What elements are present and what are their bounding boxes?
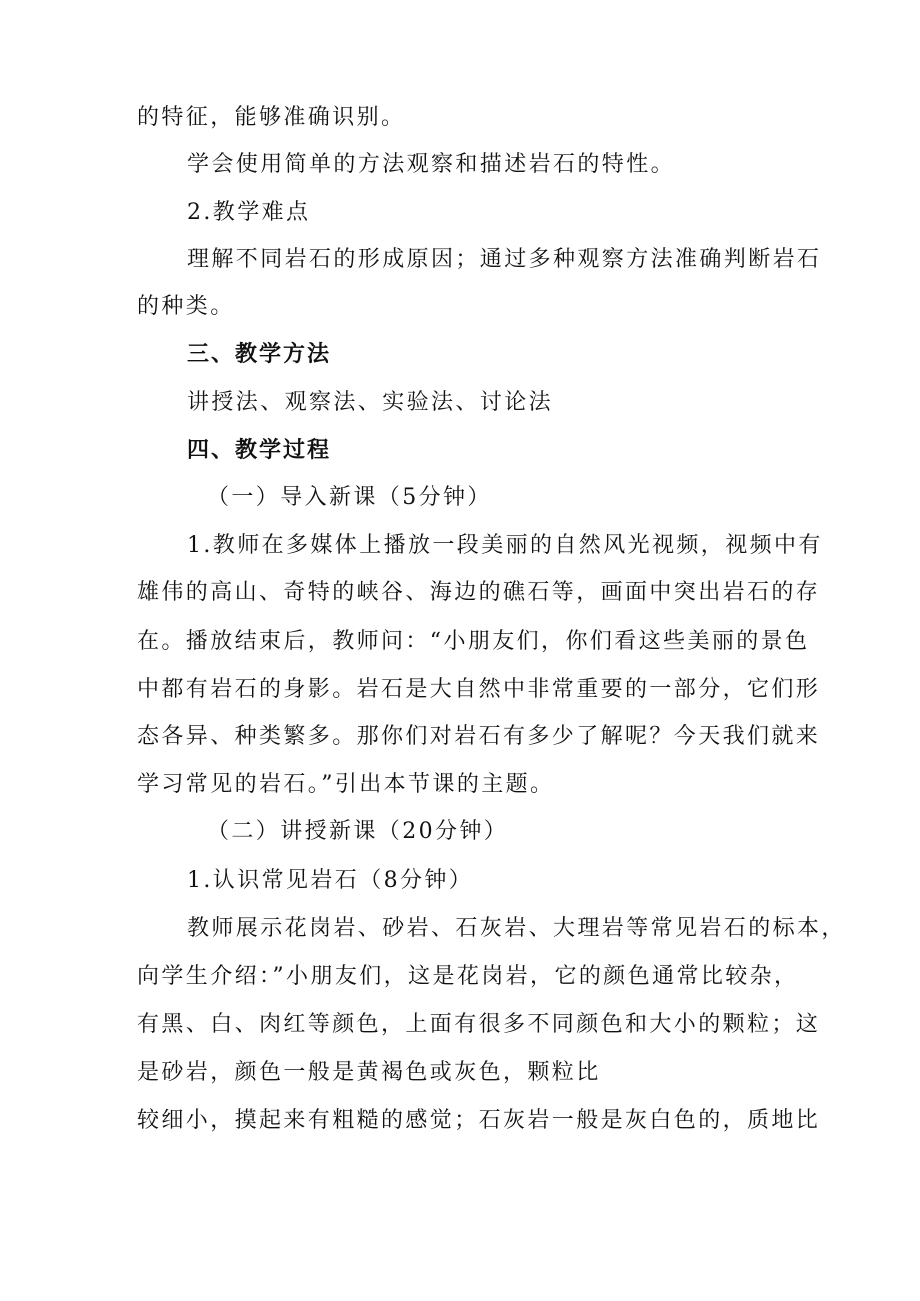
paragraph-line: 是砂岩，颜色一般是黄褐色或灰色，颗粒比 <box>137 1060 601 1085</box>
paragraph-line: 的种类。 <box>137 294 235 319</box>
paragraph-line: 态各异、种类繁多。那你们对岩石有多少了解呢？今天我们就来 <box>137 724 821 749</box>
paragraph-line: 讲授法、观察法、实验法、讨论法 <box>187 390 554 415</box>
paragraph-line: 的特征，能够准确识别。 <box>137 105 406 130</box>
paragraph-line: 雄伟的高山、奇特的峡谷、海边的礁石等，画面中突出岩石的存 <box>137 580 821 605</box>
paragraph-line: 中都有岩石的身影。岩石是大自然中非常重要的一部分，它们形 <box>137 677 821 702</box>
paragraph-line: 学习常见的岩石。”引出本节课的主题。 <box>137 772 555 797</box>
paragraph-line: 较细小，摸起来有粗糙的感觉；石灰岩一般是灰白色的，质地比 <box>137 1108 821 1133</box>
section-subheading: 2.教学难点 <box>187 200 311 225</box>
paragraph-line: 理解不同岩石的形成原因；通过多种观察方法准确判断岩石 <box>187 247 822 272</box>
paragraph-line: 有黑、白、肉红等颜色，上面有很多不同颜色和大小的颗粒；这 <box>137 1012 821 1037</box>
section-subheading: （一）导入新课（5分钟） <box>207 485 492 510</box>
section-subheading: （二）讲授新课（20分钟） <box>207 819 509 844</box>
section-heading: 四、教学过程 <box>187 438 332 463</box>
section-subheading: 1.认识常见岩石（8分钟） <box>187 868 474 893</box>
paragraph-line: 向学生介绍：”小朋友们，这是花岗岩，它的颜色通常比较杂， <box>137 964 799 989</box>
paragraph-line: 在。播放结束后，教师问：“小朋友们，你们看这些美丽的景色 <box>137 629 810 654</box>
paragraph-line: 学会使用简单的方法观察和描述岩石的特性。 <box>187 152 676 177</box>
section-heading: 三、教学方法 <box>187 342 332 367</box>
paragraph-line: 1.教师在多媒体上播放一段美丽的自然风光视频，视频中有 <box>187 533 823 558</box>
paragraph-line: 教师展示花岗岩、砂岩、石灰岩、大理岩等常见岩石的标本， <box>187 916 846 941</box>
